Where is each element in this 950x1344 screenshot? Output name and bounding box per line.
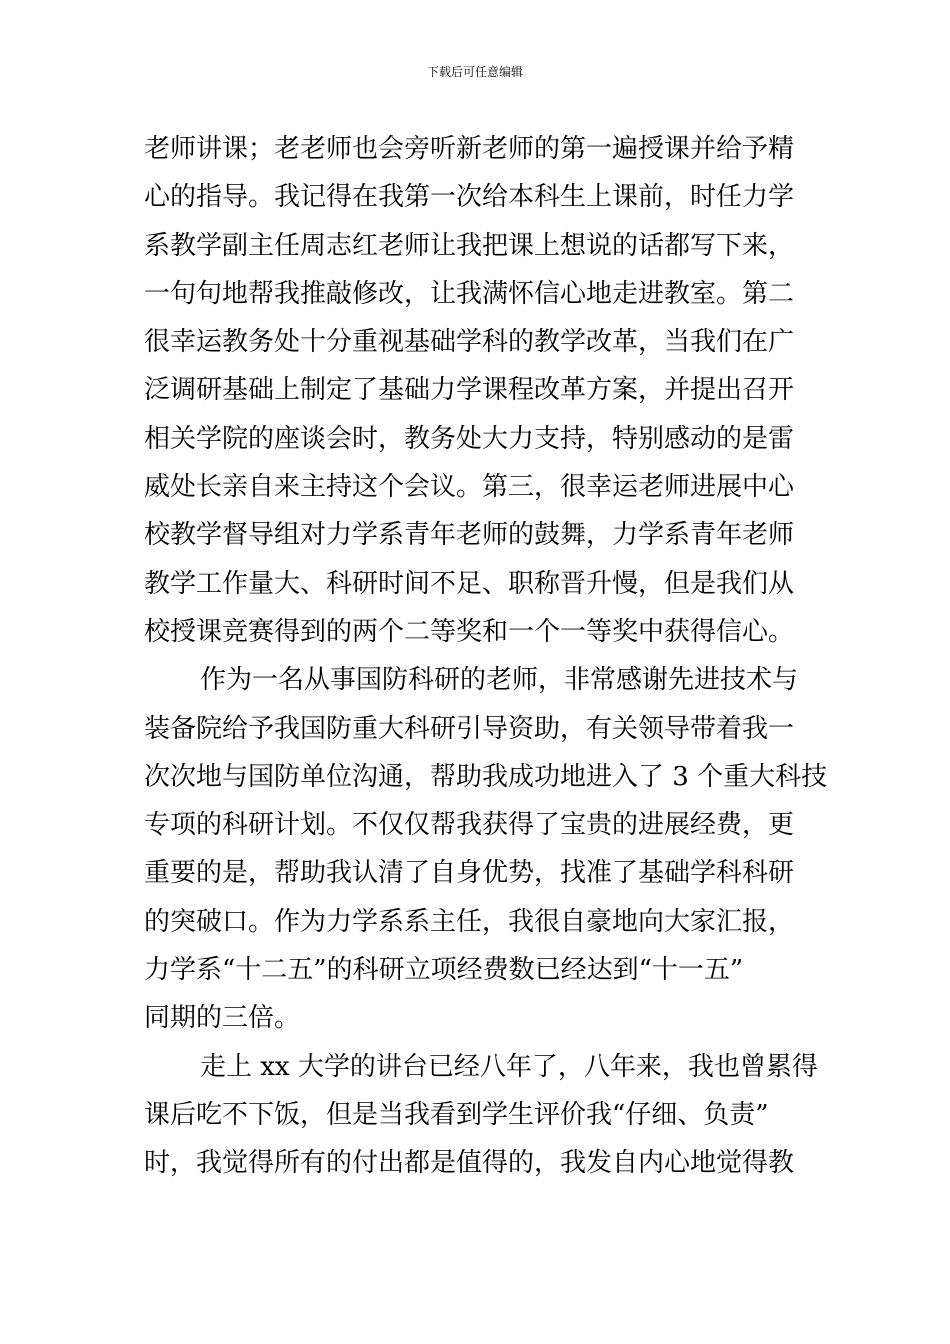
text-line: 老师讲课；老老师也会旁听新老师的第一遍授课并给予精 — [144, 134, 795, 164]
text-line: 力学系“十二五”的科研立项经费数已经达到“十一五” — [144, 955, 744, 986]
text-line: 心的指导。我记得在我第一次给本科生上课前，时任力学 — [144, 182, 795, 213]
text-line: 很幸运教务处十分重视基础学科的教学改革，当我们在广 — [144, 327, 795, 358]
text-line: 装备院给予我国防重大科研引导资助，有关领导带着我一 — [144, 713, 795, 744]
text-line: 专项的科研计划。不仅仅帮我获得了宝贵的进展经费，更 — [144, 810, 795, 841]
text-line: 的突破口。作为力学系系主任，我很自豪地向大家汇报， — [144, 906, 795, 937]
paragraph-first-line: 走上 xx 大学的讲台已经八年了，八年来，我也曾累得 — [200, 1051, 818, 1082]
text-line: 同期的三倍。 — [144, 1003, 301, 1034]
text-line: 系教学副主任周志红老师让我把课上想说的话都写下来， — [144, 230, 795, 261]
body-text — [144, 125, 828, 1188]
text-line: 次次地与国防单位沟通，帮助我成功地进入了 3 个重大科技 — [144, 761, 828, 792]
text-line: 校教学督导组对力学系青年老师的鼓舞，力学系青年老师 — [144, 520, 795, 551]
text-line: 课后吃不下饭，但是当我看到学生评价我“仔细、负责” — [144, 1099, 769, 1130]
text-line: 时，我觉得所有的付出都是值得的，我发自内心地觉得教 — [144, 1148, 795, 1179]
text-line: 重要的是，帮助我认清了自身优势，找准了基础学科科研 — [144, 858, 795, 889]
text-line: 威处长亲自来主持这个会议。第三，很幸运老师进展中心 — [144, 472, 795, 503]
text-line: 一句句地帮我推敲修改，让我满怀信心地走进教室。第二 — [144, 278, 795, 309]
text-line: 教学工作量大、科研时间不足、职称晋升慢，但是我们从 — [144, 568, 795, 599]
text-line: 校授课竞赛得到的两个二等奖和一个一等奖中获得信心。 — [144, 616, 795, 647]
paragraph-first-line: 作为一名从事国防科研的老师，非常感谢先进技术与 — [200, 665, 799, 696]
text-line: 相关学院的座谈会时，教务处大力支持，特别感动的是雷 — [144, 423, 795, 454]
text-line: 泛调研基础上制定了基础力学课程改革方案，并提出召开 — [144, 375, 795, 406]
page-header: 下载后可任意编辑 — [426, 65, 523, 79]
